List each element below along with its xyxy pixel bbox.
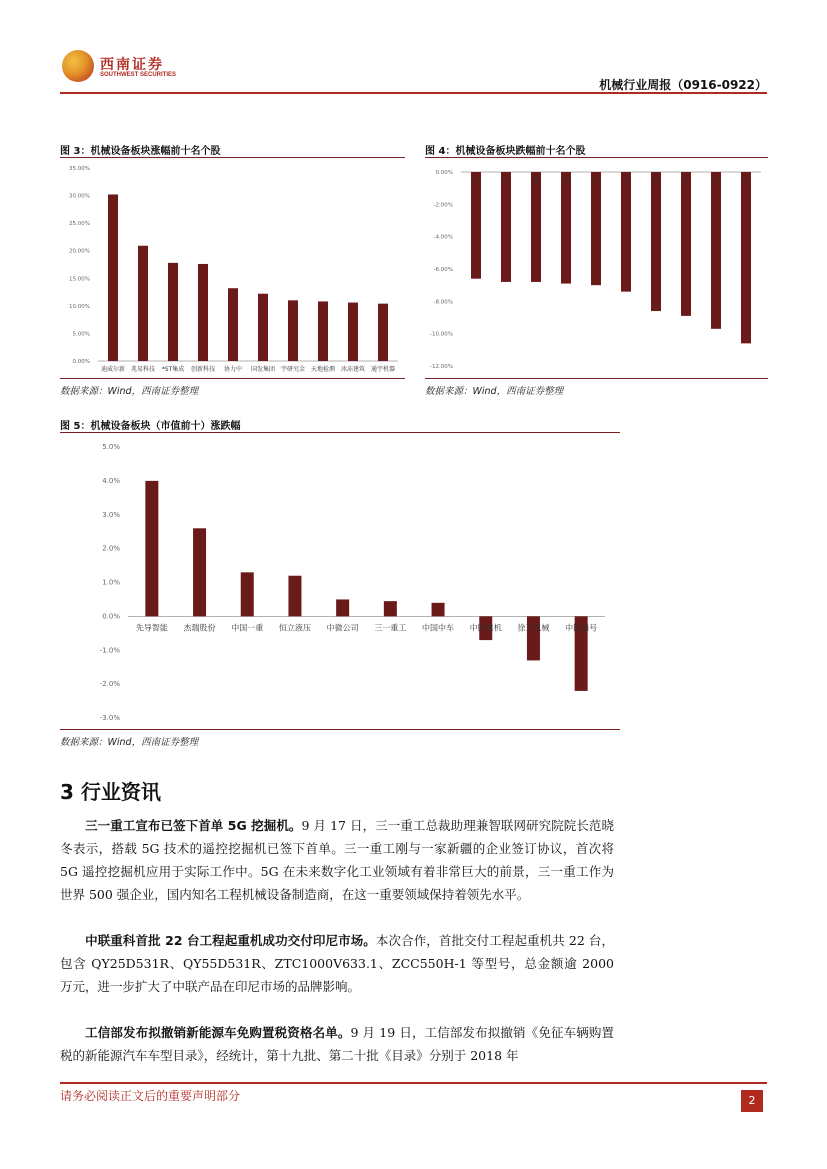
- fig3-y-tick-label: 25.00%: [69, 221, 90, 228]
- fig5-y-tick-label: 4.0%: [102, 476, 120, 485]
- section-heading: 3 行业资讯: [60, 780, 161, 804]
- fig4-category-label: 中: [592, 177, 600, 184]
- fig4-y-tick-label: -2.00%: [433, 202, 453, 209]
- fig3-bar: [318, 301, 328, 361]
- fig3-y-tick-label: 0.00%: [72, 359, 90, 365]
- fig3-category-label: 通宇机器: [370, 366, 396, 373]
- fig4-y-tick-label: -6.00%: [433, 267, 453, 273]
- fig3-bar: [138, 246, 148, 361]
- fig3-y-tick-label: 35.00%: [69, 166, 90, 172]
- fig5-y-tick-label: 5.0%: [102, 443, 120, 451]
- fig3-category-label: 协力中: [223, 366, 243, 373]
- fig4-bar: [531, 172, 541, 282]
- fig4-category-label: 甲: [562, 177, 570, 184]
- news-body: 9 月 17 日，三一重工总裁助理兼智联网研究院院长范晓冬表示，搭载 5G 技术的遥控挖掘机已签下首单。三一重工刚与一家新疆的企业签订协议，首次将 5G 遥控挖掘机应用于实际工作中。5G 在未来数字化工业领域有着非常巨大的前景，三一重工作为世界 500 强企业，国内知名工程机械设备制造商，在这一重要领域保持着领先水平。: [60, 818, 614, 902]
- fig3-category-label: 迪威尔新: [100, 366, 126, 373]
- fig5-category-label: 三一重工: [374, 623, 407, 633]
- fig4-category-label: 万: [652, 177, 660, 184]
- fig3-bar: [378, 304, 388, 361]
- fig3-category-label: 宇研究金: [280, 366, 306, 373]
- fig4-bottom-rule: [425, 378, 768, 379]
- news-paragraph: [60, 929, 614, 998]
- fig4-bar: [681, 172, 691, 316]
- fig3-bar: [168, 263, 178, 361]
- fig3-bar: [288, 300, 298, 361]
- fig4-source: 数据来源：Wind，西南证券整理: [425, 386, 564, 397]
- fig5-y-tick-label: -2.0%: [99, 680, 120, 689]
- fig4-category-label: 天: [472, 177, 480, 184]
- fig3-y-tick-label: 5.00%: [72, 331, 90, 338]
- fig4-category-label: 天: [742, 177, 750, 184]
- news-lead: 工信部发布拟撤销新能源车免购置税资格名单。: [85, 1025, 351, 1040]
- fig3-y-tick-label: 10.00%: [69, 303, 90, 310]
- fig3-top-rule: [60, 157, 405, 158]
- fig5-y-tick-label: 1.0%: [102, 578, 120, 587]
- header-divider: [60, 92, 767, 94]
- fig3-y-tick-label: 20.00%: [69, 248, 90, 255]
- fig5-category-label: 中微公司: [326, 623, 359, 633]
- news-body: 9 月 19 日，工信部发布拟撤销《免征车辆购置税的新能源汽车车型目录》，经统计，第十九批、第二十批《目录》分别于 2018 年: [60, 1025, 614, 1063]
- fig4-y-tick-label: -4.00%: [433, 234, 453, 241]
- fig4-bar: [741, 172, 751, 343]
- fig5-category-label: 先导智能: [135, 623, 168, 633]
- fig5-chart: [60, 436, 620, 728]
- fig3-bar: [228, 288, 238, 361]
- fig3-category-label: *ST集成: [161, 366, 185, 373]
- fig3-chart: [60, 160, 405, 378]
- fig5-y-tick-label: -1.0%: [99, 646, 120, 655]
- fig5-y-tick-label: 3.0%: [102, 510, 120, 519]
- fig4-category-label: 天: [712, 177, 720, 184]
- news-paragraph: [60, 814, 614, 906]
- fig5-bar: [241, 572, 254, 616]
- fig5-y-tick-label: -3.0%: [99, 714, 120, 722]
- fig5-source: 数据来源：Wind，西南证券整理: [60, 737, 199, 748]
- fig5-bar: [384, 601, 397, 616]
- fig3-source: 数据来源：Wind，西南证券整理: [60, 386, 199, 397]
- fig4-title: 图 4：机械设备板块跌幅前十名个股: [425, 146, 586, 157]
- fig5-bar: [193, 528, 206, 616]
- fig5-bottom-rule: [60, 729, 620, 730]
- fig5-top-rule: [60, 432, 620, 433]
- fig5-bar: [145, 481, 158, 617]
- news-lead: 中联重科首批 22 台工程起重机成功交付印尼市场。: [85, 933, 376, 948]
- fig3-bar: [198, 264, 208, 361]
- report-title: 机械行业周报（0916-0922）: [599, 78, 767, 92]
- fig4-y-tick-label: -10.00%: [430, 331, 453, 338]
- fig4-bar: [621, 172, 631, 292]
- fig5-y-tick-label: 0.0%: [102, 612, 120, 621]
- fig5-bar: [336, 599, 349, 616]
- fig4-bar: [561, 172, 571, 284]
- fig3-category-label: 天地检测: [310, 366, 336, 373]
- fig3-bar: [348, 303, 358, 361]
- fig3-category-label: 冰冻建筑: [340, 366, 366, 373]
- logo-cn-text: 西南证券: [100, 57, 164, 73]
- fig5-category-label: 中国一重: [231, 623, 264, 633]
- fig4-chart: [425, 160, 768, 378]
- fig5-title: 图 5：机械设备板块（市值前十）涨跌幅: [60, 421, 241, 432]
- fig3-y-tick-label: 30.00%: [69, 193, 90, 200]
- fig4-top-rule: [425, 157, 768, 158]
- fig5-bar: [288, 576, 301, 617]
- fig3-category-label: 创新科技: [190, 366, 216, 373]
- fig4-category-label: 中: [502, 177, 510, 184]
- fig3-category-label: 国发集团: [250, 366, 276, 373]
- fig3-category-label: 兆易科技: [130, 366, 156, 373]
- fig3-bar: [108, 194, 118, 361]
- fig3-y-tick-label: 15.00%: [69, 276, 90, 283]
- news-paragraph: [60, 1021, 614, 1067]
- fig4-y-tick-label: 0.00%: [435, 170, 453, 176]
- logo-en-text: SOUTHWEST SECURITIES: [100, 72, 177, 78]
- fig5-category-label: 中国通号: [565, 623, 598, 633]
- fig3-bottom-rule: [60, 378, 405, 379]
- fig3-title: 图 3：机械设备板块涨幅前十名个股: [60, 146, 221, 157]
- fig4-y-tick-label: -8.00%: [433, 299, 453, 306]
- fig5-category-label: 恒立液压: [278, 623, 311, 633]
- fig4-bar: [651, 172, 661, 311]
- footer-divider: [60, 1082, 767, 1084]
- fig5-category-label: 徐工机械: [517, 623, 550, 633]
- fig5-category-label: 中国重机: [469, 623, 502, 633]
- fig4-category-label: 开: [682, 177, 690, 184]
- fig4-bar: [711, 172, 721, 329]
- fig4-bar: [591, 172, 601, 285]
- company-logo: [62, 50, 242, 90]
- fig5-category-label: 中国中车: [422, 623, 455, 633]
- news-body: 本次合作，首批交付工程起重机共 22 台，包含 QY25D531R、QY55D531R、ZTC1000V633.1、ZCC550H-1 等型号，总金额逾 2000 万元，进一步扩大了中联产品在印尼市场的品牌影响。: [60, 933, 614, 994]
- page-number: 2: [741, 1090, 763, 1112]
- fig4-bar: [501, 172, 511, 282]
- fig4-category-label: 金: [622, 177, 630, 184]
- fig5-bar: [432, 603, 445, 617]
- logo-mark-icon: [62, 50, 94, 82]
- fig5-y-tick-label: 2.0%: [102, 544, 120, 553]
- fig4-bar: [471, 172, 481, 279]
- fig5-category-label: 杰瑞股份: [183, 623, 216, 633]
- fig4-y-tick-label: -12.00%: [430, 364, 453, 370]
- fig3-bar: [258, 294, 268, 361]
- news-lead: 三一重工宣布已签下首单 5G 挖掘机。: [85, 818, 302, 833]
- footer-notice: 请务必阅读正文后的重要声明部分: [60, 1089, 241, 1103]
- fig4-category-label: 科: [532, 177, 540, 184]
